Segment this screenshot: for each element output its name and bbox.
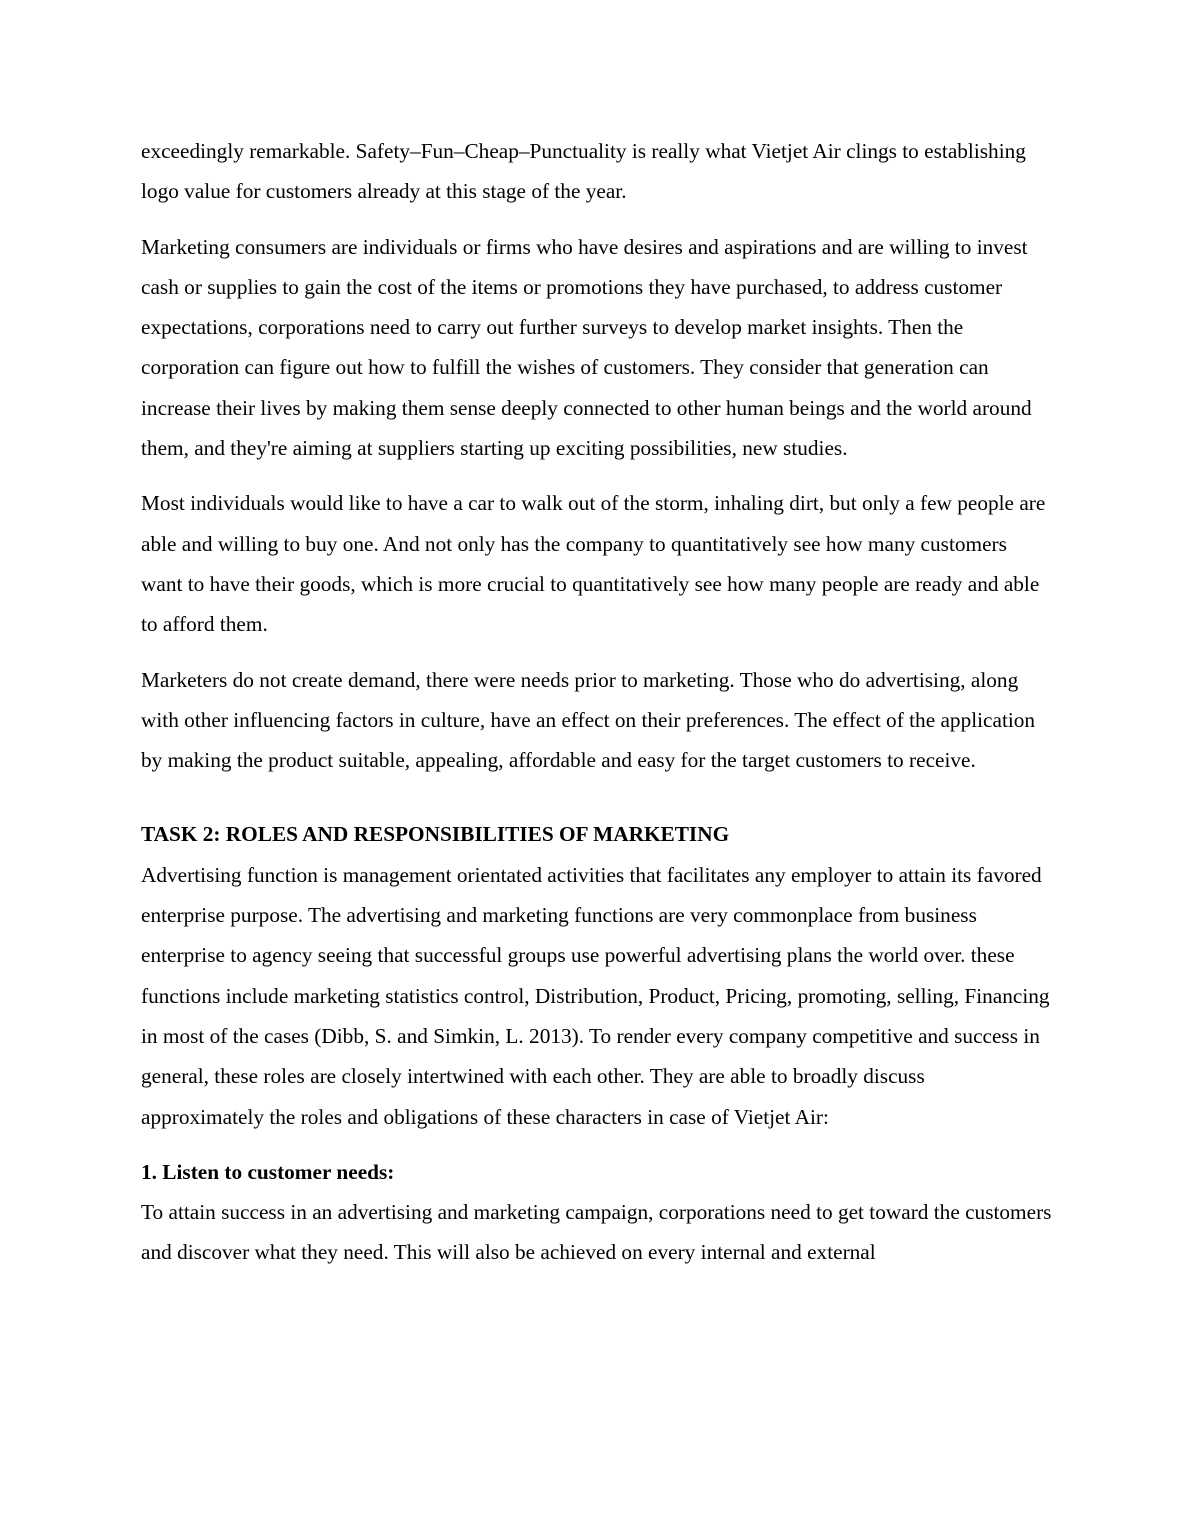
listen-customer-needs-heading: 1. Listen to customer needs: <box>141 1159 395 1184</box>
listen-customer-needs-paragraph: To attain success in an advertising and marketing campaign, corporations need to get toward the customers and discover what they need. This will also be achieved on every internal and external <box>141 1200 1052 1265</box>
intro-paragraph-3: Most individuals would like to have a car to walk out of the storm, inhaling dirt, but only a few people are able and willing to buy one. And not only has the company to quantitatively see how many customers want to have their goods, which is more crucial to quantitatively see how many people are ready and able to afford them. <box>141 491 1046 637</box>
intro-paragraph-2: Marketing consumers are individuals or firms who have desires and aspirations and are willing to invest cash or supplies to gain the cost of the items or promotions they have purchased, to address customer expectations, corporations need to carry out further surveys to develop market insights. Then the corporation can figure out how to fulfill the wishes of customers. They consider that generation can increase their lives by making them sense deeply connected to other human beings and the world around them, and they're aiming at suppliers starting up exciting possibilities, new studies. <box>141 234 1032 461</box>
document-page <box>141 131 1053 1273</box>
task-2-paragraph: Advertising function is management orientated activities that facilitates any employer to attain its favored enterprise purpose. The advertising and marketing functions are very commonplace from business enterprise to agency seeing that successful groups use powerful advertising plans the world over. these functions include marketing statistics control, Distribution, Product, Pricing, promoting, selling, Financing in most of the cases (Dibb, S. and Simkin, L. 2013). To render every company competitive and success in general, these roles are closely intertwined with each other. They are able to broadly discuss approximately the roles and obligations of these characters in case of Vietjet Air: <box>141 862 1050 1129</box>
intro-paragraph-1: exceedingly remarkable. Safety–Fun–Cheap–Punctuality is really what Vietjet Air clings to establishing logo value for customers already at this stage of the year. <box>141 139 1026 204</box>
task-2-heading: TASK 2: ROLES AND RESPONSIBILITIES OF MARKETING <box>141 822 730 847</box>
intro-paragraph-4: Marketers do not create demand, there were needs prior to marketing. Those who do advertising, along with other influencing factors in culture, have an effect on their preferences. The effect of the application by making the product suitable, appealing, affordable and easy for the target customers to receive. <box>141 667 1036 773</box>
